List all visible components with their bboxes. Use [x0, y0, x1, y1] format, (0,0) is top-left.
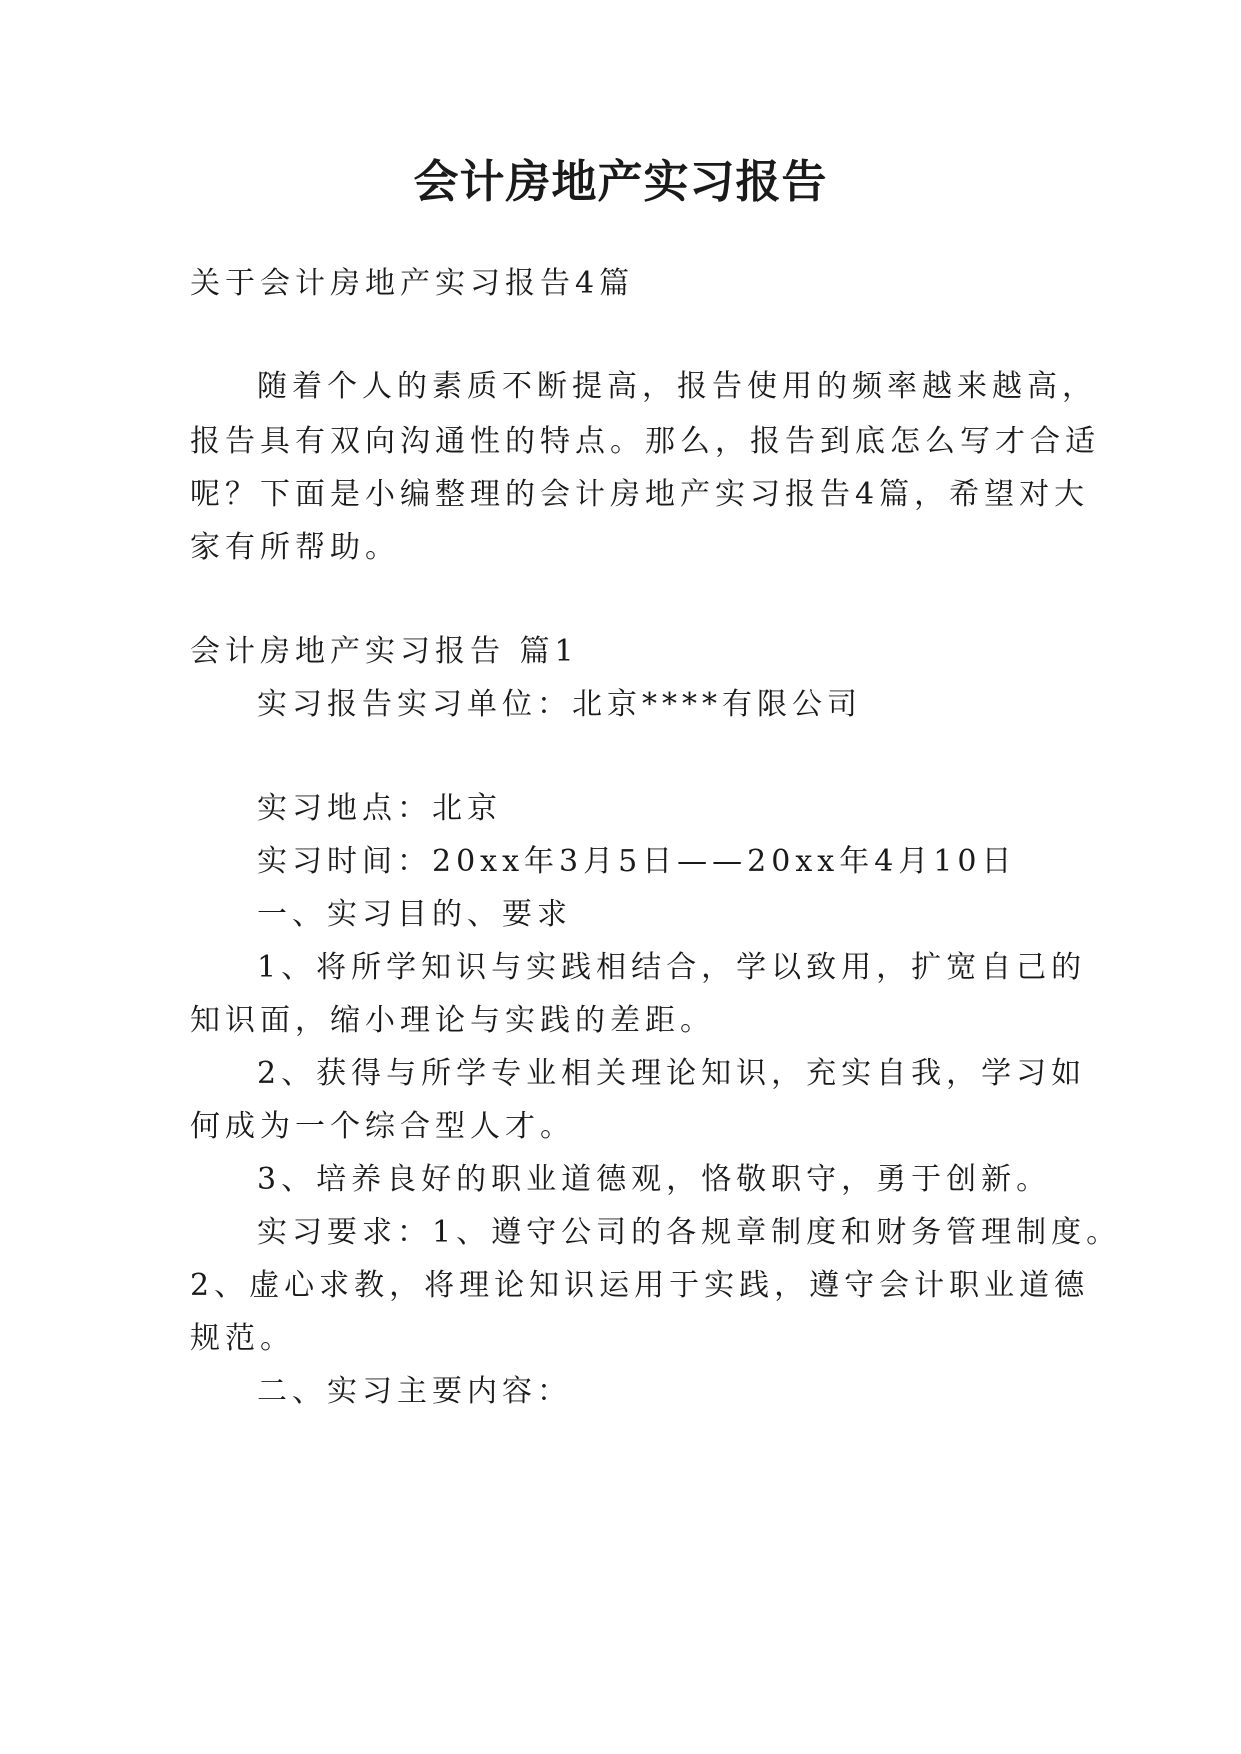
purpose-1-line-2: 知识面，缩小理论与实践的差距。	[190, 1003, 715, 1038]
requirements-line-2: 2、虚心求教，将理论知识运用于实践，遵守会计职业道德	[190, 1268, 1090, 1303]
subtitle-line: 关于会计房地产实习报告4篇	[190, 266, 635, 301]
intro-line-1: 随着个人的素质不断提高，报告使用的频率越来越高，	[257, 369, 1097, 404]
purpose-3: 3、培养良好的职业道德观，恪敬职守，勇于创新。	[257, 1162, 1052, 1197]
intro-line-2: 报告具有双向沟通性的特点。那么，报告到底怎么写才合适	[190, 424, 1100, 459]
requirements-line-1: 实习要求：1、遵守公司的各规章制度和财务管理制度。	[257, 1215, 1122, 1250]
internship-unit: 实习报告实习单位：北京****有限公司	[257, 687, 862, 722]
heading-main-content: 二、实习主要内容：	[257, 1374, 572, 1409]
internship-location: 实习地点：北京	[257, 791, 502, 826]
intro-line-3: 呢？下面是小编整理的会计房地产实习报告4篇，希望对大	[190, 477, 1090, 512]
purpose-2-line-1: 2、获得与所学专业相关理论知识，充实自我，学习如	[257, 1056, 1087, 1091]
document-title: 会计房地产实习报告	[413, 155, 828, 208]
purpose-2-line-2: 何成为一个综合型人才。	[190, 1109, 575, 1144]
heading-purpose: 一、实习目的、要求	[257, 897, 572, 932]
intro-line-4: 家有所帮助。	[190, 530, 400, 565]
section-heading: 会计房地产实习报告 篇1	[190, 634, 579, 669]
purpose-1-line-1: 1、将所学知识与实践相结合，学以致用，扩宽自己的	[257, 950, 1087, 985]
internship-time: 实习时间：20xx年3月5日——20xx年4月10日	[257, 844, 1017, 879]
requirements-line-3: 规范。	[190, 1321, 295, 1356]
